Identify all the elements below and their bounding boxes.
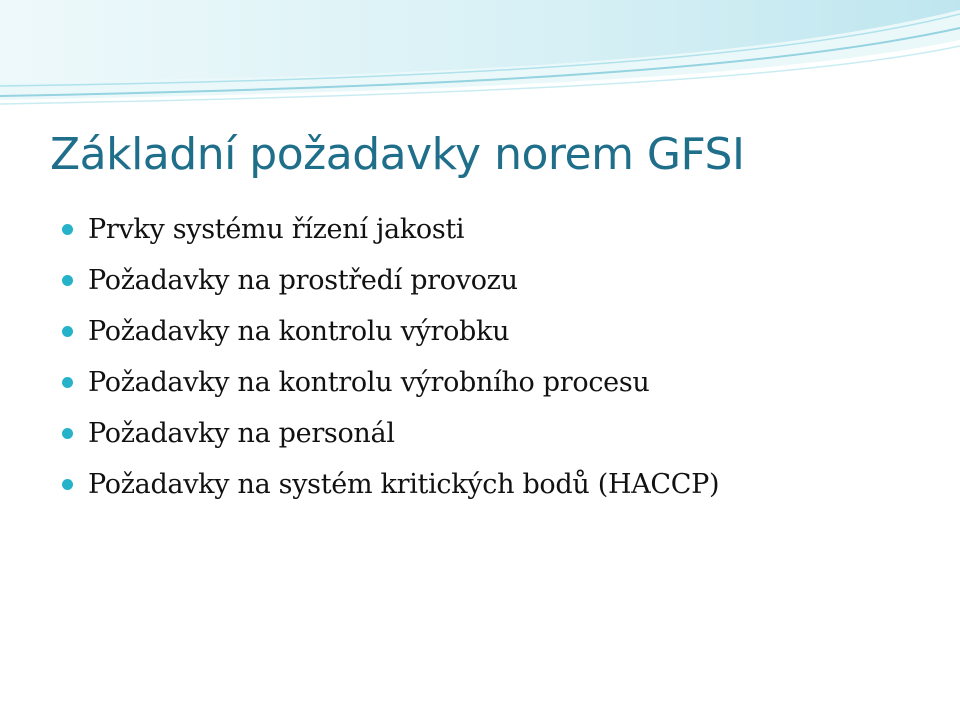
bullet-list <box>62 204 719 510</box>
bullet-dot-icon <box>62 479 73 490</box>
list-item-text: Požadavky na systém kritických bodů (HACCP) <box>88 469 720 500</box>
list-item-text: Požadavky na personál <box>88 418 395 449</box>
list-item <box>62 408 719 459</box>
bullet-dot-icon <box>62 275 73 286</box>
list-item-text: Požadavky na kontrolu výrobního procesu <box>88 367 650 398</box>
header-wave-decoration <box>0 0 960 110</box>
list-item <box>62 204 719 255</box>
list-item-text: Prvky systému řízení jakosti <box>88 214 465 245</box>
slide-title: Základní požadavky norem GFSI <box>50 129 745 180</box>
bullet-dot-icon <box>62 224 73 235</box>
bullet-dot-icon <box>62 377 73 388</box>
bullet-dot-icon <box>62 326 73 337</box>
list-item <box>62 306 719 357</box>
list-item-text: Požadavky na prostředí provozu <box>88 265 518 296</box>
bullet-dot-icon <box>62 428 73 439</box>
list-item <box>62 255 719 306</box>
list-item <box>62 459 719 510</box>
list-item-text: Požadavky na kontrolu výrobku <box>88 316 510 347</box>
list-item <box>62 357 719 408</box>
